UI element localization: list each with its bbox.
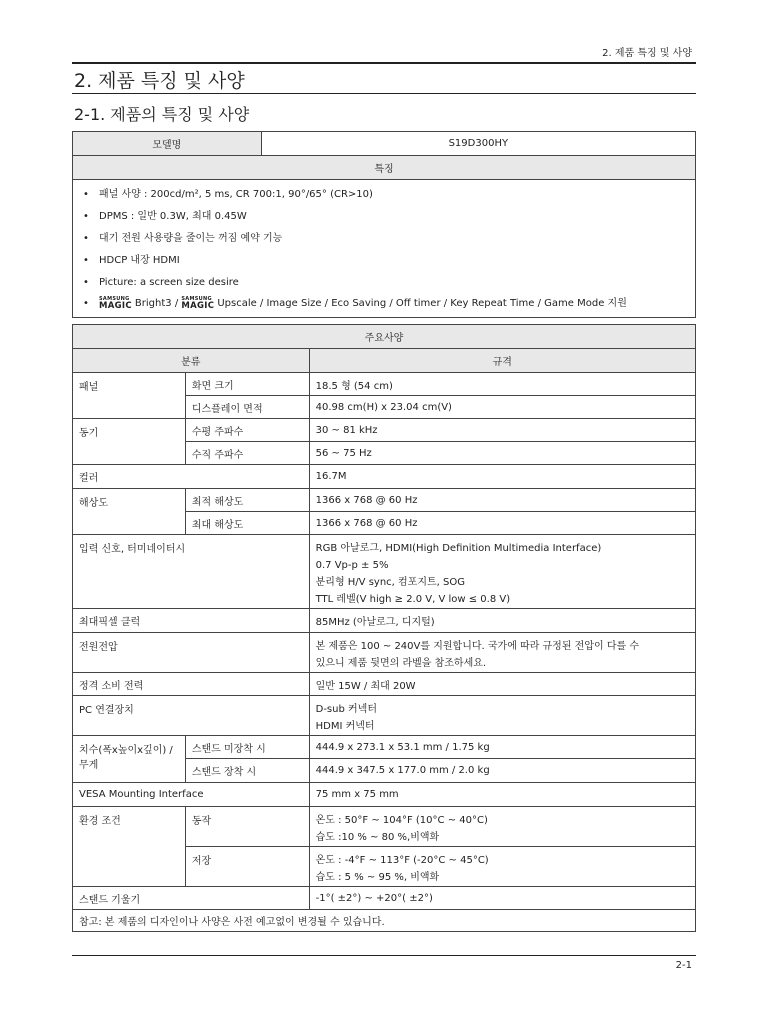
spec-label: 동작: [185, 807, 309, 847]
list-item: • 패널 사양 : 200cd/m², 5 ms, CR 700:1, 90°/65° (CR>10): [79, 184, 695, 206]
model-features-table: [72, 131, 696, 318]
samsung-magic-logo: SAMSUNG MAGIC: [181, 296, 215, 312]
spec-value: 75 mm x 75 mm: [309, 783, 695, 807]
feature-magic-a: Bright3 /: [134, 298, 179, 310]
spec-label: 디스플레이 면적: [185, 396, 309, 419]
list-item: • 대기 전원 사용량을 줄이는 꺼짐 예약 기능: [79, 228, 695, 250]
footer-rule: [72, 955, 696, 956]
header-rule: [72, 62, 696, 64]
spec-label: 스탠드 기울기: [73, 887, 310, 910]
spec-table-title: 주요사양: [73, 325, 696, 349]
spec-value: -1°( ±2°) ~ +20°( ±2°): [309, 887, 695, 910]
spec-value: 444.9 x 273.1 x 53.1 mm / 1.75 kg: [309, 736, 695, 759]
spec-note: 참고: 본 제품의 디자인이나 사양은 사전 예고없이 변경될 수 있습니다.: [73, 910, 696, 932]
features-list: [73, 180, 695, 317]
category-environment: 환경 조건: [73, 807, 186, 887]
spec-value: 444.9 x 347.5 x 177.0 mm / 2.0 kg: [309, 759, 695, 783]
spec-label: 스탠드 미장착 시: [185, 736, 309, 759]
list-item: • HDCP 내장 HDMI: [79, 250, 695, 272]
list-item: [79, 293, 695, 315]
features-label: 특징: [73, 156, 696, 180]
section-subtitle: 2-1. 제품의 특징 및 사양: [74, 105, 250, 124]
category-sync: 동기: [73, 419, 186, 465]
spec-value-operating: 온도 : 50°F ~ 104°F (10°C ~ 40°C) 습도 :10 % ~ 80 %,비액화: [309, 807, 695, 847]
spec-label: PC 연결장치: [73, 696, 310, 736]
spec-label: 최적 해상도: [185, 489, 309, 512]
spec-label: 수직 주파수: [185, 442, 309, 465]
page-title: 2. 제품 특징 및 사양: [74, 70, 245, 92]
spec-label: 최대픽셀 클럭: [73, 609, 310, 633]
page-number: 2-1: [675, 960, 692, 971]
spec-table: [72, 324, 696, 932]
title-rule: [72, 93, 696, 94]
column-header-spec: 규격: [309, 349, 695, 373]
model-label: 모델명: [73, 132, 262, 156]
column-header-category: 분류: [73, 349, 310, 373]
spec-label: 전원전압: [73, 633, 310, 673]
spec-value: 18.5 형 (54 cm): [309, 373, 695, 396]
spec-value: 1366 x 768 @ 60 Hz: [309, 512, 695, 535]
spec-value: 30 ~ 81 kHz: [309, 419, 695, 442]
spec-label: 스탠드 장착 시: [185, 759, 309, 783]
spec-label: 저장: [185, 847, 309, 887]
spec-value: 85MHz (아날로그, 디지털): [309, 609, 695, 633]
list-item: • DPMS : 일반 0.3W, 최대 0.45W: [79, 206, 695, 228]
spec-label: 입력 신호, 터미네이터시: [73, 535, 310, 609]
spec-label: 최대 해상도: [185, 512, 309, 535]
spec-value-pc-connector: D-sub 커넥터 HDMI 커넥터: [309, 696, 695, 736]
spec-value: 40.98 cm(H) x 23.04 cm(V): [309, 396, 695, 419]
running-header: 2. 제품 특징 및 사양: [602, 48, 692, 59]
spec-label: 정격 소비 전력: [73, 673, 310, 696]
category-panel: 패널: [73, 373, 186, 419]
spec-label: VESA Mounting Interface: [73, 783, 310, 807]
spec-value-power: 본 제품은 100 ~ 240V를 지원합니다. 국가에 따라 규정된 전압이 다를 수 있으니 제품 뒷면의 라벨을 참조하세요.: [309, 633, 695, 673]
spec-value: 일반 15W / 최대 20W: [309, 673, 695, 696]
spec-label: 화면 크기: [185, 373, 309, 396]
list-item: • Picture: a screen size desire: [79, 272, 695, 294]
spec-value-input: RGB 아날로그, HDMI(High Definition Multimedia Interface) 0.7 Vp-p ± 5% 분리형 H/V sync, 컴포지트, SOG TTL 레벨(V high ≥ 2.0 V, V low ≤ 0.8 V): [309, 535, 695, 609]
spec-label: 수평 주파수: [185, 419, 309, 442]
category-dimension: 치수(폭x높이x깊이) / 무게: [73, 736, 186, 783]
spec-label: 컬러: [73, 465, 310, 489]
category-resolution: 해상도: [73, 489, 186, 535]
feature-magic-b: Upscale / Image Size / Eco Saving / Off timer / Key Repeat Time / Game Mode 지원: [217, 298, 627, 310]
spec-value: 1366 x 768 @ 60 Hz: [309, 489, 695, 512]
spec-value: 56 ~ 75 Hz: [309, 442, 695, 465]
model-value: S19D300HY: [261, 132, 695, 156]
spec-value-storage: 온도 : -4°F ~ 113°F (-20°C ~ 45°C) 습도 : 5 % ~ 95 %, 비액화: [309, 847, 695, 887]
spec-value: 16.7M: [309, 465, 695, 489]
samsung-magic-logo: • SAMSUNG MAGIC: [99, 296, 132, 312]
